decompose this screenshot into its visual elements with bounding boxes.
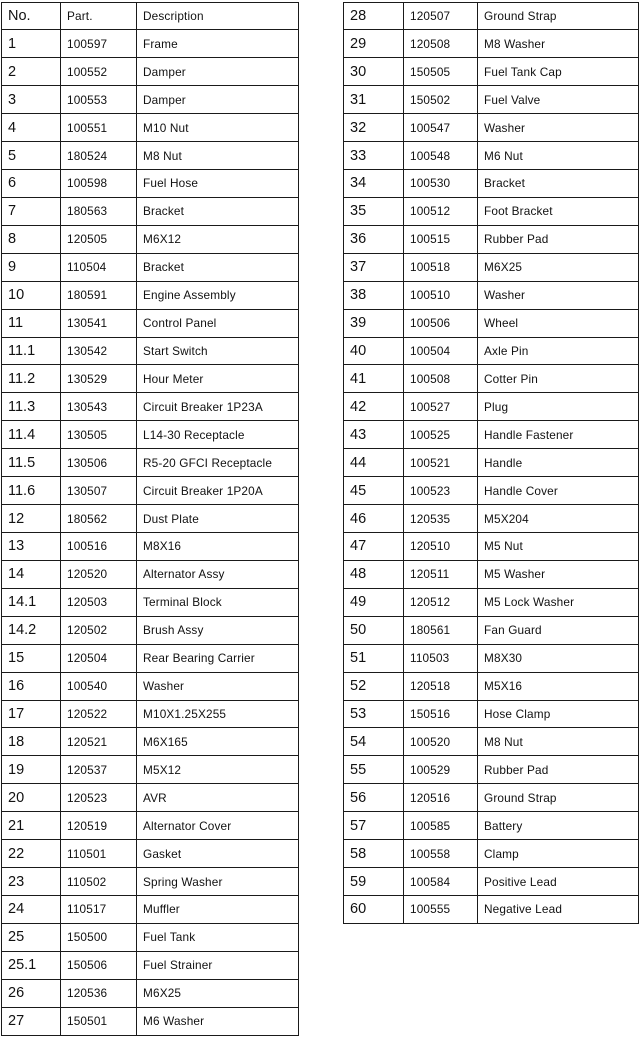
table-row <box>2 560 299 588</box>
table-row <box>344 784 639 812</box>
part-description: Gasket <box>137 840 299 868</box>
part-number-index: 15 <box>2 644 61 672</box>
part-code: 120507 <box>404 2 478 30</box>
part-code: 100515 <box>404 225 478 253</box>
table-row <box>2 30 299 58</box>
part-number-index: 30 <box>344 58 404 86</box>
part-description: Spring Washer <box>137 868 299 896</box>
part-description: Rear Bearing Carrier <box>137 644 299 672</box>
part-number-index: 3 <box>2 86 61 114</box>
part-description: Clamp <box>478 840 639 868</box>
table-row <box>344 337 639 365</box>
part-code: 100506 <box>404 309 478 337</box>
part-description: Muffler <box>137 896 299 924</box>
table-row <box>2 170 299 198</box>
part-description: M5 Washer <box>478 560 639 588</box>
part-number-index: 7 <box>2 197 61 225</box>
table-row <box>2 281 299 309</box>
table-row <box>2 337 299 365</box>
table-row <box>2 477 299 505</box>
table-row <box>344 896 639 924</box>
part-number-index: 39 <box>344 309 404 337</box>
part-description: Ground Strap <box>478 784 639 812</box>
part-description: Engine Assembly <box>137 281 299 309</box>
table-row <box>2 365 299 393</box>
table-row <box>2 86 299 114</box>
table-row <box>2 1007 299 1035</box>
part-number-index: 37 <box>344 253 404 281</box>
table-row <box>344 756 639 784</box>
part-description: Fuel Strainer <box>137 951 299 979</box>
part-number-index: 52 <box>344 672 404 700</box>
part-description: M5X204 <box>478 505 639 533</box>
part-description: L14-30 Receptacle <box>137 421 299 449</box>
part-number-index: 13 <box>2 533 61 561</box>
part-code: 120505 <box>61 225 137 253</box>
table-row <box>2 114 299 142</box>
table-row <box>344 616 639 644</box>
part-description: M8 Washer <box>478 30 639 58</box>
part-code: 150505 <box>404 58 478 86</box>
part-number-index: 21 <box>2 812 61 840</box>
table-row <box>2 868 299 896</box>
table-row <box>344 505 639 533</box>
part-code: 100521 <box>404 449 478 477</box>
part-code: 120504 <box>61 644 137 672</box>
part-code: 130541 <box>61 309 137 337</box>
table-row <box>344 2 639 30</box>
part-code: 110517 <box>61 896 137 924</box>
part-description: Hose Clamp <box>478 700 639 728</box>
part-number-index: 14.1 <box>2 588 61 616</box>
part-code: 110503 <box>404 644 478 672</box>
part-number-index: 54 <box>344 728 404 756</box>
part-code: 120536 <box>61 979 137 1007</box>
table-row <box>344 142 639 170</box>
part-number-index: 16 <box>2 672 61 700</box>
part-description: Axle Pin <box>478 337 639 365</box>
part-number-index: 60 <box>344 896 404 924</box>
part-number-index: 11.3 <box>2 393 61 421</box>
part-code: 110501 <box>61 840 137 868</box>
part-code: 150502 <box>404 86 478 114</box>
part-number-index: 53 <box>344 700 404 728</box>
part-description: Plug <box>478 393 639 421</box>
part-description: Alternator Assy <box>137 560 299 588</box>
table-row <box>344 700 639 728</box>
part-number-index: 11.5 <box>2 449 61 477</box>
part-description: AVR <box>137 784 299 812</box>
header-part: Part. <box>61 2 137 30</box>
table-row <box>344 86 639 114</box>
table-row <box>2 616 299 644</box>
part-code: 100585 <box>404 812 478 840</box>
part-number-index: 1 <box>2 30 61 58</box>
part-code: 100508 <box>404 365 478 393</box>
part-number-index: 9 <box>2 253 61 281</box>
part-description: M5 Lock Washer <box>478 588 639 616</box>
table-row <box>2 533 299 561</box>
part-number-index: 14.2 <box>2 616 61 644</box>
part-number-index: 14 <box>2 560 61 588</box>
part-description: Bracket <box>137 197 299 225</box>
part-description: M8X30 <box>478 644 639 672</box>
part-number-index: 4 <box>2 114 61 142</box>
part-number-index: 34 <box>344 170 404 198</box>
part-number-index: 6 <box>2 170 61 198</box>
table-row <box>344 421 639 449</box>
part-description: Washer <box>137 672 299 700</box>
part-description: Washer <box>478 281 639 309</box>
part-description: R5-20 GFCI Receptacle <box>137 449 299 477</box>
part-code: 130506 <box>61 449 137 477</box>
part-number-index: 32 <box>344 114 404 142</box>
part-code: 100523 <box>404 477 478 505</box>
table-row <box>2 644 299 672</box>
part-code: 120520 <box>61 560 137 588</box>
table-row <box>2 421 299 449</box>
part-number-index: 5 <box>2 142 61 170</box>
part-number-index: 43 <box>344 421 404 449</box>
part-code: 100548 <box>404 142 478 170</box>
part-description: M6X165 <box>137 728 299 756</box>
part-number-index: 26 <box>2 979 61 1007</box>
part-code: 100516 <box>61 533 137 561</box>
table-row <box>344 225 639 253</box>
table-row <box>344 309 639 337</box>
part-code: 120523 <box>61 784 137 812</box>
part-description: Negative Lead <box>478 896 639 924</box>
part-code: 120519 <box>61 812 137 840</box>
part-code: 100529 <box>404 756 478 784</box>
part-description: Alternator Cover <box>137 812 299 840</box>
part-code: 100530 <box>404 170 478 198</box>
parts-table-header <box>2 2 299 30</box>
part-code: 120511 <box>404 560 478 588</box>
part-description: Dust Plate <box>137 505 299 533</box>
table-row <box>2 505 299 533</box>
part-code: 120522 <box>61 700 137 728</box>
part-code: 100510 <box>404 281 478 309</box>
part-number-index: 44 <box>344 449 404 477</box>
part-code: 100598 <box>61 170 137 198</box>
part-number-index: 36 <box>344 225 404 253</box>
part-code: 100551 <box>61 114 137 142</box>
part-number-index: 40 <box>344 337 404 365</box>
part-description: Damper <box>137 58 299 86</box>
part-description: Foot Bracket <box>478 197 639 225</box>
part-description: M6X25 <box>137 979 299 1007</box>
part-description: Frame <box>137 30 299 58</box>
part-description: Bracket <box>137 253 299 281</box>
table-row <box>2 756 299 784</box>
part-number-index: 41 <box>344 365 404 393</box>
parts-table-body-right <box>344 2 639 923</box>
table-row <box>2 784 299 812</box>
part-number-index: 35 <box>344 197 404 225</box>
part-number-index: 38 <box>344 281 404 309</box>
part-number-index: 46 <box>344 505 404 533</box>
part-number-index: 11 <box>2 309 61 337</box>
table-row <box>2 142 299 170</box>
part-description: M6X25 <box>478 253 639 281</box>
part-code: 100525 <box>404 421 478 449</box>
part-code: 100512 <box>404 197 478 225</box>
part-code: 110504 <box>61 253 137 281</box>
table-row <box>2 979 299 1007</box>
parts-table-body-left <box>2 30 299 1035</box>
part-description: Fuel Tank Cap <box>478 58 639 86</box>
header-no: No. <box>2 2 61 30</box>
part-code: 180561 <box>404 616 478 644</box>
part-number-index: 28 <box>344 2 404 30</box>
part-description: M5 Nut <box>478 533 639 561</box>
part-number-index: 45 <box>344 477 404 505</box>
table-row <box>344 281 639 309</box>
part-number-index: 31 <box>344 86 404 114</box>
table-row <box>344 114 639 142</box>
part-number-index: 33 <box>344 142 404 170</box>
table-row <box>2 672 299 700</box>
part-description: Handle Cover <box>478 477 639 505</box>
part-code: 100552 <box>61 58 137 86</box>
part-code: 120535 <box>404 505 478 533</box>
part-code: 180591 <box>61 281 137 309</box>
part-number-index: 8 <box>2 225 61 253</box>
table-row <box>2 840 299 868</box>
parts-table-right <box>343 2 639 924</box>
part-code: 100520 <box>404 728 478 756</box>
part-code: 150506 <box>61 951 137 979</box>
part-code: 120537 <box>61 756 137 784</box>
part-code: 100527 <box>404 393 478 421</box>
part-code: 120521 <box>61 728 137 756</box>
part-description: Battery <box>478 812 639 840</box>
part-code: 130507 <box>61 477 137 505</box>
part-number-index: 10 <box>2 281 61 309</box>
part-code: 120518 <box>404 672 478 700</box>
part-description: Rubber Pad <box>478 756 639 784</box>
table-row <box>344 868 639 896</box>
part-description: Wheel <box>478 309 639 337</box>
part-number-index: 18 <box>2 728 61 756</box>
table-row <box>2 449 299 477</box>
table-row <box>344 477 639 505</box>
part-code: 100518 <box>404 253 478 281</box>
table-row <box>344 644 639 672</box>
part-number-index: 56 <box>344 784 404 812</box>
table-row <box>2 728 299 756</box>
part-number-index: 50 <box>344 616 404 644</box>
header-row <box>2 2 299 30</box>
part-number-index: 29 <box>344 30 404 58</box>
part-number-index: 49 <box>344 588 404 616</box>
part-description: Rubber Pad <box>478 225 639 253</box>
table-row <box>2 253 299 281</box>
table-row <box>2 225 299 253</box>
table-row <box>344 58 639 86</box>
parts-table-left <box>1 2 299 1036</box>
part-description: Hour Meter <box>137 365 299 393</box>
table-row <box>2 393 299 421</box>
table-row <box>344 30 639 58</box>
part-description: M6 Washer <box>137 1007 299 1035</box>
table-row <box>2 588 299 616</box>
part-number-index: 24 <box>2 896 61 924</box>
table-row <box>344 253 639 281</box>
part-code: 150500 <box>61 923 137 951</box>
part-number-index: 42 <box>344 393 404 421</box>
part-description: M10 Nut <box>137 114 299 142</box>
part-code: 120516 <box>404 784 478 812</box>
part-code: 100584 <box>404 868 478 896</box>
part-code: 120508 <box>404 30 478 58</box>
part-number-index: 59 <box>344 868 404 896</box>
part-code: 120510 <box>404 533 478 561</box>
table-row <box>344 393 639 421</box>
table-row <box>2 197 299 225</box>
part-code: 120512 <box>404 588 478 616</box>
part-description: Circuit Breaker 1P20A <box>137 477 299 505</box>
part-number-index: 57 <box>344 812 404 840</box>
part-number-index: 19 <box>2 756 61 784</box>
part-number-index: 12 <box>2 505 61 533</box>
part-code: 110502 <box>61 868 137 896</box>
part-code: 100558 <box>404 840 478 868</box>
table-row <box>2 700 299 728</box>
part-description: Fan Guard <box>478 616 639 644</box>
part-code: 100547 <box>404 114 478 142</box>
part-code: 130543 <box>61 393 137 421</box>
part-code: 180524 <box>61 142 137 170</box>
table-row <box>344 533 639 561</box>
part-description: Circuit Breaker 1P23A <box>137 393 299 421</box>
part-number-index: 17 <box>2 700 61 728</box>
part-number-index: 22 <box>2 840 61 868</box>
part-code: 100555 <box>404 896 478 924</box>
part-description: M10X1.25X255 <box>137 700 299 728</box>
part-description: Ground Strap <box>478 2 639 30</box>
part-description: M8X16 <box>137 533 299 561</box>
part-description: Damper <box>137 86 299 114</box>
table-row <box>2 812 299 840</box>
part-number-index: 2 <box>2 58 61 86</box>
table-row <box>344 560 639 588</box>
part-code: 100553 <box>61 86 137 114</box>
part-number-index: 47 <box>344 533 404 561</box>
part-number-index: 11.6 <box>2 477 61 505</box>
part-code: 100540 <box>61 672 137 700</box>
part-description: M8 Nut <box>137 142 299 170</box>
header-description: Description <box>137 2 299 30</box>
part-description: M6X12 <box>137 225 299 253</box>
part-description: M8 Nut <box>478 728 639 756</box>
part-description: Handle Fastener <box>478 421 639 449</box>
part-description: Positive Lead <box>478 868 639 896</box>
part-description: Start Switch <box>137 337 299 365</box>
part-description: Washer <box>478 114 639 142</box>
part-number-index: 11.4 <box>2 421 61 449</box>
part-description: M6 Nut <box>478 142 639 170</box>
part-number-index: 48 <box>344 560 404 588</box>
table-row <box>2 923 299 951</box>
table-row <box>344 197 639 225</box>
table-row <box>344 449 639 477</box>
part-code: 130542 <box>61 337 137 365</box>
part-code: 180563 <box>61 197 137 225</box>
part-code: 130505 <box>61 421 137 449</box>
part-description: Terminal Block <box>137 588 299 616</box>
part-description: Fuel Hose <box>137 170 299 198</box>
part-number-index: 25 <box>2 923 61 951</box>
part-number-index: 58 <box>344 840 404 868</box>
part-description: Bracket <box>478 170 639 198</box>
part-code: 120503 <box>61 588 137 616</box>
part-code: 100597 <box>61 30 137 58</box>
part-number-index: 23 <box>2 868 61 896</box>
part-description: Control Panel <box>137 309 299 337</box>
table-row <box>344 728 639 756</box>
part-description: Cotter Pin <box>478 365 639 393</box>
part-description: M5X16 <box>478 672 639 700</box>
table-row <box>2 896 299 924</box>
part-number-index: 27 <box>2 1007 61 1035</box>
part-code: 150516 <box>404 700 478 728</box>
part-code: 150501 <box>61 1007 137 1035</box>
part-code: 100504 <box>404 337 478 365</box>
table-row <box>344 672 639 700</box>
table-row <box>344 588 639 616</box>
part-description: Fuel Valve <box>478 86 639 114</box>
part-code: 130529 <box>61 365 137 393</box>
table-row <box>344 365 639 393</box>
part-number-index: 51 <box>344 644 404 672</box>
table-row <box>344 812 639 840</box>
part-code: 180562 <box>61 505 137 533</box>
part-number-index: 25.1 <box>2 951 61 979</box>
table-row <box>2 58 299 86</box>
part-number-index: 11.2 <box>2 365 61 393</box>
part-code: 120502 <box>61 616 137 644</box>
table-row <box>344 840 639 868</box>
part-number-index: 11.1 <box>2 337 61 365</box>
part-description: Brush Assy <box>137 616 299 644</box>
part-description: M5X12 <box>137 756 299 784</box>
part-number-index: 20 <box>2 784 61 812</box>
table-row <box>344 170 639 198</box>
part-description: Handle <box>478 449 639 477</box>
part-number-index: 55 <box>344 756 404 784</box>
part-description: Fuel Tank <box>137 923 299 951</box>
table-row <box>2 309 299 337</box>
table-row <box>2 951 299 979</box>
